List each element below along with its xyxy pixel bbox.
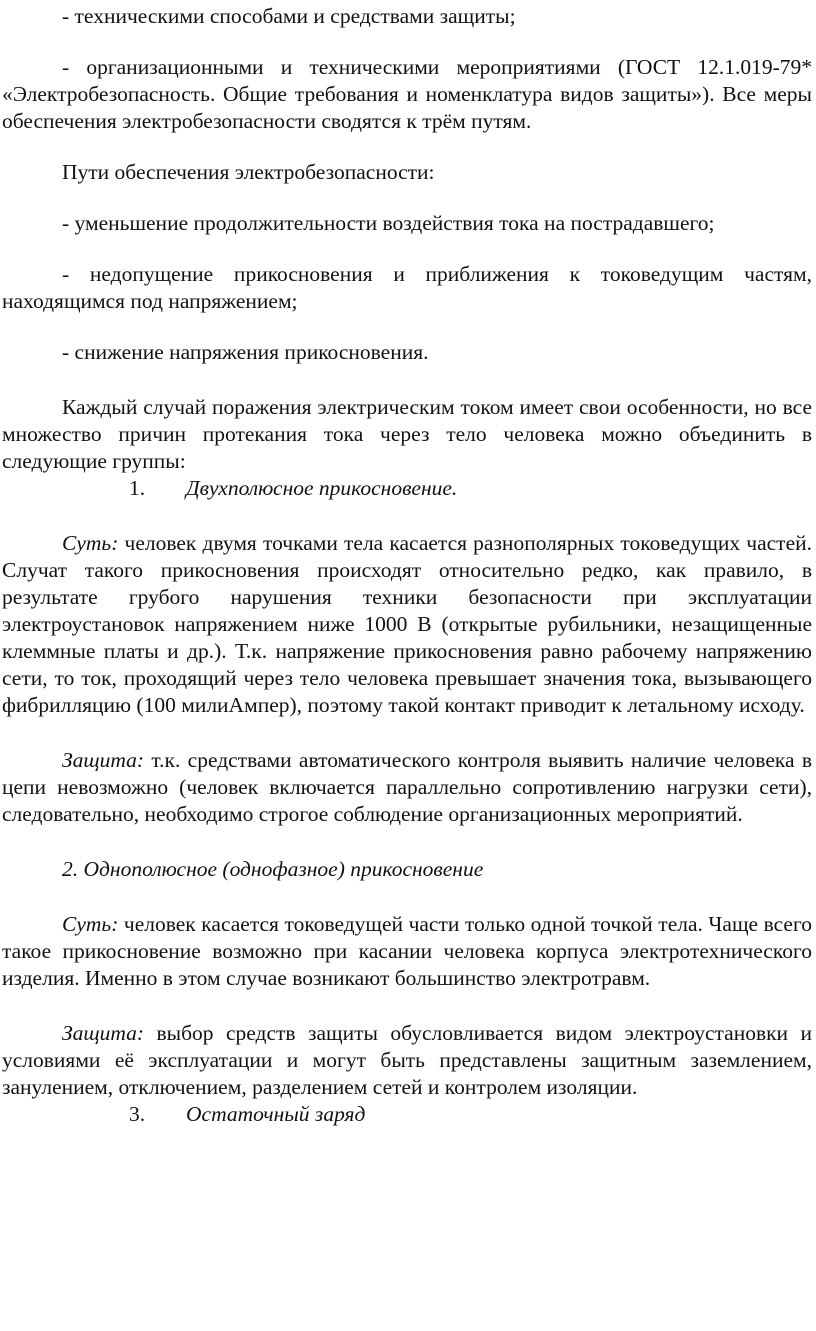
body-text: человек двумя точками тела касается разнополярных токоведущих частей. Случат такого прикосновения происходят относительно редко, как правило, в результате грубого нарушения техники безопасности при эксплуатации электроустановок напряжением ниже 1000 В (открытые рубильники, незащищенные клеммные платы и др.). Т.к. напряжение прикосновения равно рабочему напряжению сети, то ток, проходящий через тело человека превышает значения тока, вызывающего фибрилляцию (100 милиАмпер), поэтому такой контакт приводит к летальному исходу. — [2, 531, 812, 717]
document-page — [0, 3, 816, 1331]
numbered-heading-residual-charge — [2, 1101, 812, 1128]
heading-text: Двухполюсное прикосновение. — [186, 476, 458, 500]
label-essence: Суть: — [62, 912, 119, 936]
paragraph-ways-heading: Пути обеспечения электробезопасности: — [62, 160, 435, 184]
paragraph-reduce-voltage: - снижение напряжения прикосновения. — [62, 340, 429, 364]
label-protection: Защита: — [62, 1021, 145, 1045]
paragraph-two-pole-protection — [2, 747, 812, 828]
numbered-heading-two-pole — [2, 475, 812, 502]
label-essence: Суть: — [62, 531, 119, 555]
paragraph-prevent-contact: - недопущение прикосновения и приближения к токоведущим частям, находящимся под напряжением; — [2, 262, 812, 313]
paragraph-groups-intro: Каждый случай поражения электрическим током имеет свои особенности, но все множество причин протекания тока через тело человека можно объединить в следующие группы: — [2, 395, 812, 473]
paragraph-technical-means: - техническими способами и средствами защиты; — [62, 4, 516, 28]
body-text: т.к. средствами автоматического контроля выявить наличие человека в цепи невозможно (человек включается параллельно сопротивлению нагрузки сети), следовательно, необходимо строгое соблюдение организационных мероприятий. — [2, 748, 812, 826]
heading-text: Остаточный заряд — [186, 1102, 366, 1126]
paragraph-single-pole-protection — [2, 1020, 812, 1101]
paragraph-reduce-duration: - уменьшение продолжительности воздействия тока на пострадавшего; — [62, 211, 715, 235]
paragraph-organizational-measures: - организационными и техническими мероприятиями (ГОСТ 12.1.019-79* «Электробезопасность. Общие требования и номенклатура видов защиты»). Все меры обеспечения электробезопасности сводятся к трём путям. — [2, 55, 812, 133]
list-number: 1. — [129, 476, 146, 500]
body-text: выбор средств защиты обусловливается видом электроустановки и условиями её эксплуатации и могут быть представлены защитным заземлением, занулением, отключением, разделением сетей и контролем изоляции. — [2, 1021, 812, 1099]
heading-single-pole: 2. Однополюсное (однофазное) прикосновение — [62, 857, 484, 881]
body-text: человек касается токоведущей части только одной точкой тела. Чаще всего такое прикосновение возможно при касании человека корпуса электротехнического изделия. Именно в этом случае возникают большинство электротравм. — [2, 912, 812, 990]
list-number: 3. — [129, 1102, 146, 1126]
paragraph-single-pole-essence — [2, 911, 812, 992]
label-protection: Защита: — [62, 748, 145, 772]
paragraph-two-pole-essence — [2, 530, 812, 719]
